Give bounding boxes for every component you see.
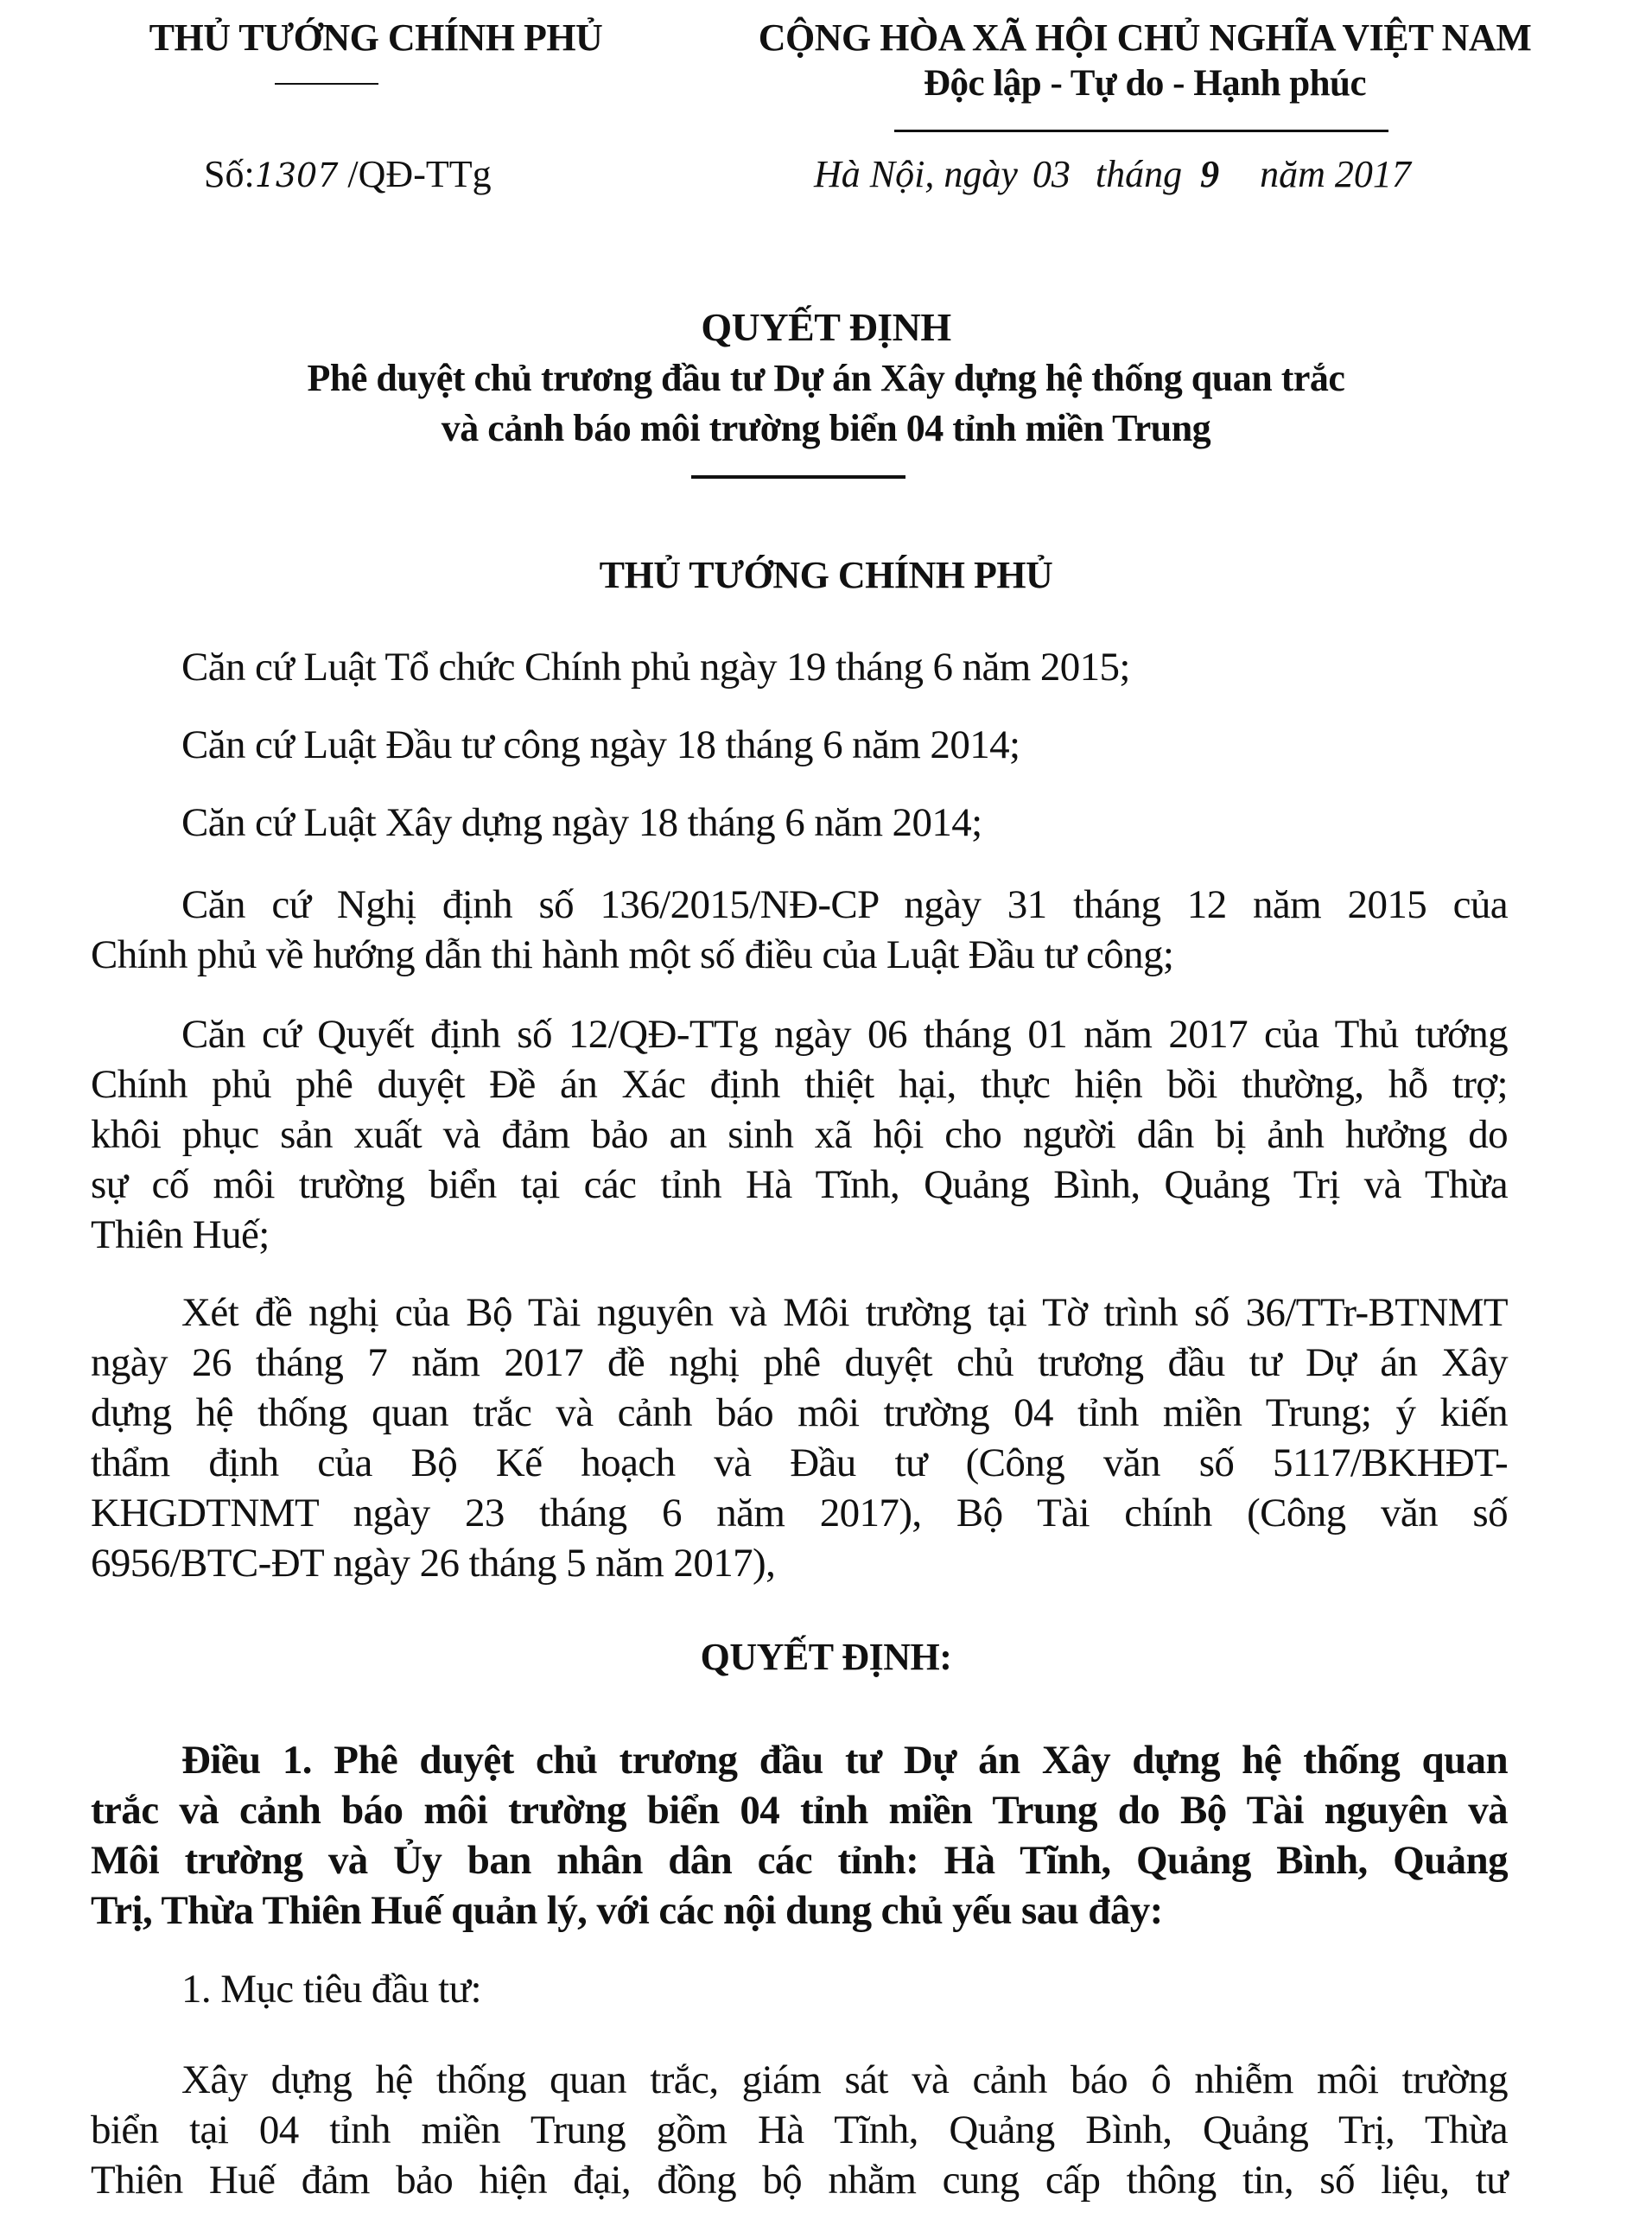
article1-line-2: trắc và cảnh báo môi trường biển 04 tỉnh miền Trung do Bộ Tài nguyên và xyxy=(91,1788,1508,1833)
basis-5-line-5: Thiên Huế; xyxy=(91,1212,270,1257)
article1-line-4: Trị, Thừa Thiên Huế quản lý, với các nội dung chủ yếu sau đây: xyxy=(91,1888,1163,1933)
date-month: 9 xyxy=(1200,153,1220,195)
date-day: 03 xyxy=(1032,153,1071,195)
issue-date xyxy=(814,152,1411,196)
article1-line-3: Môi trường và Ủy ban nhân dân các tỉnh: Hà Tĩnh, Quảng Bình, Quảng xyxy=(91,1838,1508,1883)
issuer-name: THỦ TƯỚNG CHÍNH PHỦ xyxy=(149,16,603,59)
number-handwritten: 1307 xyxy=(254,156,339,194)
date-place: Hà Nội, ngày xyxy=(814,153,1018,195)
country-name: CỘNG HÒA XÃ HỘI CHỦ NGHĨA VIỆT NAM xyxy=(758,16,1532,59)
number-suffix: /QĐ-TTg xyxy=(347,153,492,195)
basis-2: Căn cứ Luật Đầu tư công ngày 18 tháng 6 năm 2014; xyxy=(181,722,1020,767)
section1-line-2: biển tại 04 tỉnh miền Trung gồm Hà Tĩnh, Quảng Bình, Quảng Trị, Thừa xyxy=(91,2108,1508,2152)
section1-line-3: Thiên Huế đảm bảo hiện đại, đồng bộ nhằm cung cấp thông tin, số liệu, tư xyxy=(91,2158,1508,2203)
number-prefix: Số: xyxy=(204,153,255,195)
section1-heading: 1. Mục tiêu đầu tư: xyxy=(181,1967,481,2012)
basis-1: Căn cứ Luật Tổ chức Chính phủ ngày 19 tháng 6 năm 2015; xyxy=(181,645,1130,690)
date-month-label: tháng xyxy=(1095,153,1183,195)
proposal-line-6: 6956/BTC-ĐT ngày 26 tháng 5 năm 2017), xyxy=(91,1541,776,1586)
basis-5-line-1: Căn cứ Quyết định số 12/QĐ-TTg ngày 06 tháng 01 năm 2017 của Thủ tướng xyxy=(181,1012,1508,1057)
basis-4-line-2: Chính phủ về hướng dẫn thi hành một số điều của Luật Đầu tư công; xyxy=(91,932,1174,977)
basis-5-line-3: khôi phục sản xuất và đảm bảo an sinh xã hội cho người dân bị ảnh hưởng do xyxy=(91,1112,1508,1157)
document-title: QUYẾT ĐỊNH xyxy=(701,305,951,349)
basis-5-line-2: Chính phủ phê duyệt Đề án Xác định thiệt hại, thực hiện bồi thường, hỗ trợ; xyxy=(91,1062,1508,1107)
authority-heading: THỦ TƯỚNG CHÍNH PHỦ xyxy=(599,554,1053,596)
motto: Độc lập - Tự do - Hạnh phúc xyxy=(923,63,1367,104)
title-underline xyxy=(691,475,905,479)
document-number xyxy=(204,152,492,196)
proposal-line-3: dựng hệ thống quan trắc và cảnh báo môi trường 04 tỉnh miền Trung; ý kiến xyxy=(91,1390,1508,1435)
basis-4-line-1: Căn cứ Nghị định số 136/2015/NĐ-CP ngày 31 tháng 12 năm 2015 của xyxy=(181,882,1508,927)
basis-5-line-4: sự cố môi trường biển tại các tỉnh Hà Tĩnh, Quảng Bình, Quảng Trị và Thừa xyxy=(91,1162,1508,1207)
basis-3: Căn cứ Luật Xây dựng ngày 18 tháng 6 năm 2014; xyxy=(181,800,982,845)
motto-underline xyxy=(894,130,1388,132)
proposal-line-4: thẩm định của Bộ Kế hoạch và Đầu tư (Công văn số 5117/BKHĐT- xyxy=(91,1440,1508,1485)
article1-line-1: Điều 1. Phê duyệt chủ trương đầu tư Dự án Xây dựng hệ thống quan xyxy=(181,1738,1508,1783)
proposal-line-1: Xét đề nghị của Bộ Tài nguyên và Môi trường tại Tờ trình số 36/TTr-BTNMT xyxy=(181,1290,1508,1335)
section1-line-1: Xây dựng hệ thống quan trắc, giám sát và cảnh báo ô nhiễm môi trường xyxy=(181,2057,1508,2102)
proposal-line-5: KHGDTNMT ngày 23 tháng 6 năm 2017), Bộ Tài chính (Công văn số xyxy=(91,1491,1508,1535)
date-year: năm 2017 xyxy=(1260,153,1411,195)
document-subtitle-line-2: và cảnh báo môi trường biển 04 tỉnh miền Trung xyxy=(441,407,1211,449)
decision-heading: QUYẾT ĐỊNH: xyxy=(700,1636,952,1678)
document-subtitle-line-1: Phê duyệt chủ trương đầu tư Dự án Xây dựng hệ thống quan trắc xyxy=(307,357,1345,399)
issuer-underline xyxy=(275,83,378,85)
proposal-line-2: ngày 26 tháng 7 năm 2017 đề nghị phê duyệt chủ trương đầu tư Dự án Xây xyxy=(91,1340,1508,1385)
